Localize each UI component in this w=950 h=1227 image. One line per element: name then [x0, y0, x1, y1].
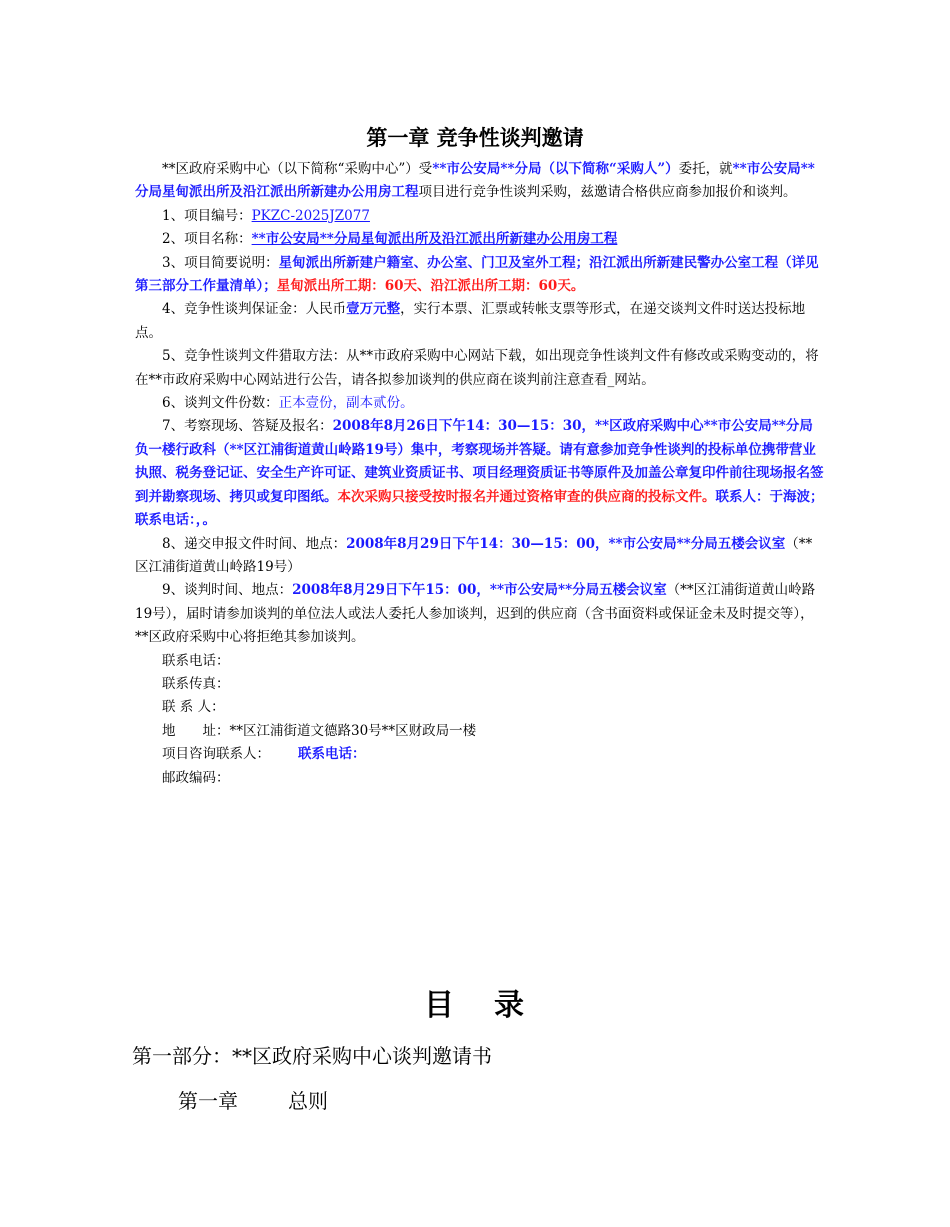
toc-chapter-1[interactable]: 第一章 总则 [178, 1089, 328, 1113]
item-deposit: 4、竞争性谈判保证金：人民币壹万元整，实行本票、汇票或转帐支票等形式，在递交谈判文件时送达投标地点。 [135, 301, 806, 341]
contact-person: 联 系 人： [162, 699, 225, 716]
chapter-title: 第一章 竞争性谈判邀请 [366, 126, 584, 150]
item-project-number: 1、项目编号：PKZC-2025JZ077 [162, 207, 370, 224]
contact-postcode: 邮政编码： [162, 769, 230, 786]
item-negotiation: 9、谈判时间、地点：2008年8月29日下午15：00，**市公安局**分局五楼会议室（**区江浦街道黄山岭路19号），届时请参加谈判的单位法人或法人委托人参加谈判，迟到的供应商（含书面资料或保证金未及时提交等），**区政府采购中心将拒绝其参加谈判。 [135, 582, 816, 646]
item-copies: 6、谈判文件份数：正本壹份，副本贰份。 [162, 395, 414, 412]
contact-phone: 联系电话： [162, 652, 230, 669]
item-submission: 8、递交申报文件时间、地点：2008年8月29日下午14：30—15：00，**市公安局**分局五楼会议室（**区江浦街道黄山岭路19号） [135, 535, 813, 575]
contact-consult: 项目咨询联系人： 联系电话： [162, 746, 366, 763]
item-document-access: 5、竞争性谈判文件猎取方法：从**市政府采购中心网站下载，如出现竞争性谈判文件有修改或采购变动的，将在**市政府采购中心网站进行公告，请各拟参加谈判的供应商在谈判前注意查看_网站。 [135, 348, 819, 388]
item-project-name: 2、项目名称：**市公安局**分局星甸派出所及沿江派出所新建办公用房工程 [162, 231, 618, 248]
item-project-summary: 3、项目简要说明：星甸派出所新建户籍室、办公室、门卫及室外工程；沿江派出所新建民警办公室工程（详见第三部分工作量清单）；星甸派出所工期：60天、沿江派出所工期：60天。 [135, 254, 819, 295]
intro-paragraph: **区政府采购中心（以下简称“采购中心”）受**市公安局**分局（以下简称“采购人”）委托，就**市公安局**分局星甸派出所及沿江派出所新建办公用房工程项目进行竞争性谈判采购，兹邀请合格供应商参加报价和谈判。 [135, 161, 815, 201]
contact-fax: 联系传真： [162, 675, 230, 692]
project-number: PKZC-2025JZ077 [251, 207, 370, 224]
toc-part-1[interactable]: 第一部分：**区政府采购中心谈判邀请书 [132, 1044, 492, 1068]
contact-address: 地 址：**区江浦街道文德路30号**区财政局一楼 [162, 722, 477, 739]
project-name: **市公安局**分局星甸派出所及沿江派出所新建办公用房工程 [251, 231, 618, 248]
toc-title: 目 录 [424, 988, 526, 1023]
invitation-body [135, 158, 825, 790]
contact-block [135, 650, 825, 790]
item-site-visit: 7、考察现场、答疑及报名：2008年8月26日下午14：30—15：30，**区政府采购中心**市公安局**分局负一楼行政科（**区江浦街道黄山岭路19号）集中，考察现场并答疑。请有意参加竞争性谈判的投标单位携带营业执照、税务登记证、安全生产许可证、建筑业资质证书、项目经理资质证书等原件及加盖公章复印件前往现场报名签到并勘察现场、拷贝或复印图纸。本次采购只接受按时报名并通过资格审查的供应商的投标文件。联系人：于海波；联系电话：，。 [135, 418, 824, 529]
